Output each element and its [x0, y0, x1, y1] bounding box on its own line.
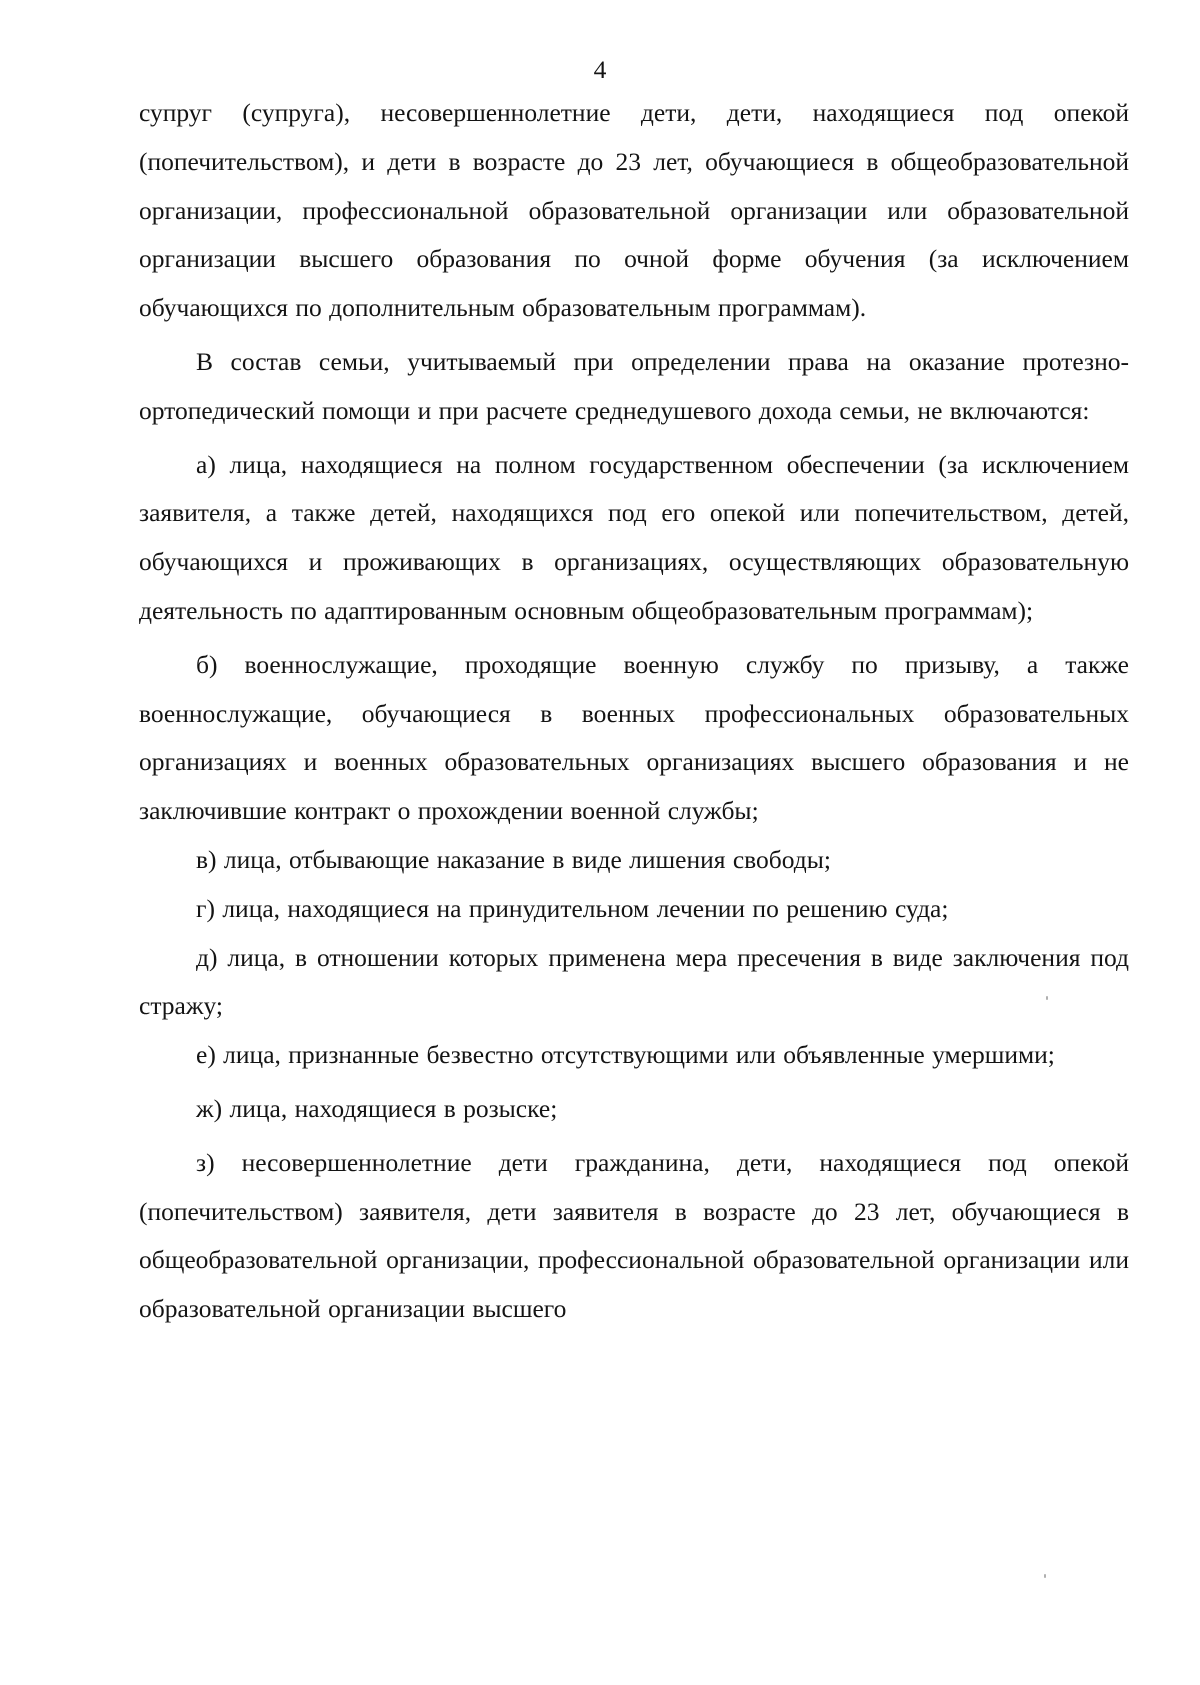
list-item-g: г) лица, находящиеся на принудительном лечении по решению суда;	[196, 893, 949, 923]
page-number: 4	[593, 55, 607, 84]
paragraph-family-exclusions-intro: В состав семьи, учитываемый при определении права на оказание протезно-ортопедический помощи и при расчете среднедушевого дохода семьи, не включаются:	[139, 346, 1129, 425]
list-item-d: д) лица, в отношении которых применена мера пресечения в виде заключения под стражу;	[139, 942, 1129, 1021]
list-item-b: б) военнослужащие, проходящие военную службу по призыву, а также военнослужащие, обучающиеся в военных профессиональных образовательных организациях и военных образовательных организациях высшего образования и не заключившие контракт о прохождении военной службы;	[139, 649, 1129, 826]
scan-speck	[1046, 996, 1048, 1000]
paragraph-family-members-continued: супруг (супруга), несовершеннолетние дети, дети, находящиеся под опекой (попечительством), и дети в возрасте до 23 лет, обучающиеся в общеобразовательной организации, профессиональной образовательной организации или образовательной организации высшего образования по очной форме обучения (за исключением обучающихся по дополнительным образовательным программам).	[139, 98, 1129, 323]
list-item-v: в) лица, отбывающие наказание в виде лишения свободы;	[196, 844, 831, 874]
list-item-e: е) лица, признанные безвестно отсутствующими или объявленные умершими;	[196, 1040, 1055, 1070]
scan-speck	[1044, 1574, 1046, 1578]
list-item-a: а) лица, находящиеся на полном государственном обеспечении (за исключением заявителя, а также детей, находящихся под его опекой или попечительством, детей, обучающихся и проживающих в организациях, осуществляющих образовательную деятельность по адаптированным основным общеобразовательным программам);	[139, 449, 1129, 625]
document-body	[139, 89, 1129, 1334]
list-item-z: з) несовершеннолетние дети гражданина, дети, находящиеся под опекой (попечительством) заявителя, дети заявителя в возрасте до 23 лет, обучающиеся в общеобразовательной организации, профессиональной образовательной организации или образовательной организации высшего	[139, 1147, 1129, 1324]
list-item-zh: ж) лица, находящиеся в розыске;	[196, 1093, 558, 1123]
